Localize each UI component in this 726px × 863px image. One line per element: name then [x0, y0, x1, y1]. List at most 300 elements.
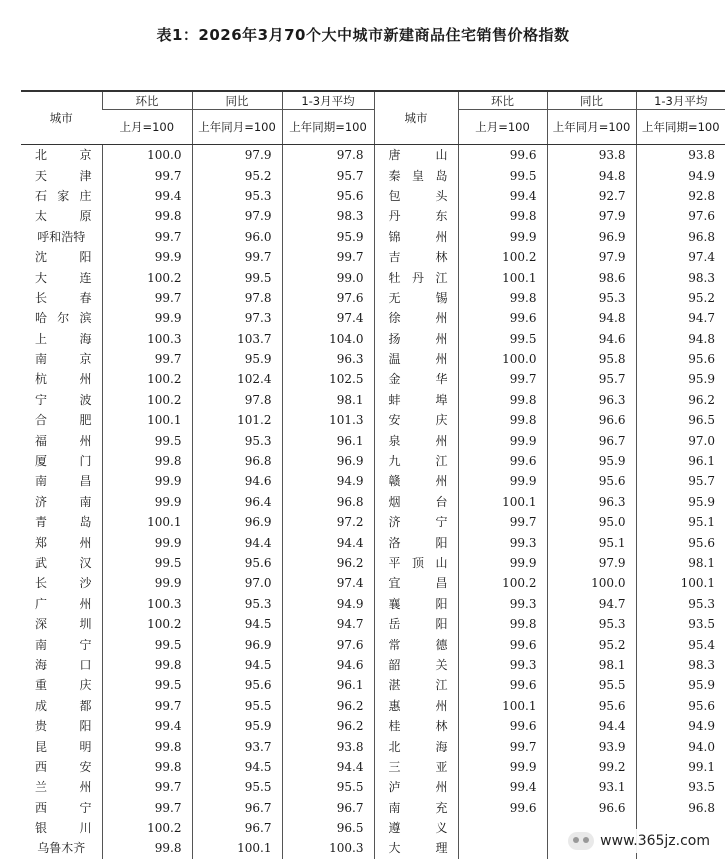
yoy-value-left: 95.5	[192, 696, 282, 716]
city-cell-right	[374, 329, 458, 349]
mom-value-right: 99.7	[458, 736, 547, 756]
city-cell-left	[21, 227, 102, 247]
yoy-value-left: 97.8	[192, 288, 282, 308]
city-cell-right	[374, 227, 458, 247]
header-row-2	[21, 110, 725, 145]
city-cell-left	[21, 165, 102, 185]
table-row	[21, 655, 725, 675]
table-row	[21, 267, 725, 287]
city-name: 贵 阳	[35, 719, 92, 734]
yoy-value-left: 97.9	[192, 206, 282, 226]
header-mom-left: 环比	[102, 91, 192, 110]
city-cell-right	[374, 369, 458, 389]
avg-value-left: 96.2	[282, 553, 374, 573]
city-name: 北 海	[388, 739, 448, 754]
mom-value-left: 99.5	[102, 634, 192, 654]
city-cell-left	[21, 553, 102, 573]
yoy-value-left: 94.5	[192, 614, 282, 634]
city-name: 上 海	[35, 331, 92, 346]
avg-value-left: 96.3	[282, 349, 374, 369]
avg-value-left: 94.6	[282, 655, 374, 675]
yoy-value-left: 96.8	[192, 451, 282, 471]
table-row	[21, 247, 725, 267]
table-row	[21, 492, 725, 512]
mom-value-right: 99.3	[458, 594, 547, 614]
yoy-value-right: 96.6	[547, 798, 636, 818]
table-row	[21, 777, 725, 797]
header-city-left: 城市	[21, 91, 102, 145]
yoy-value-right: 96.3	[547, 492, 636, 512]
city-cell-right	[374, 675, 458, 695]
mom-value-left: 99.9	[102, 492, 192, 512]
city-cell-left	[21, 186, 102, 206]
table-row	[21, 634, 725, 654]
yoy-value-left: 94.4	[192, 532, 282, 552]
mom-value-left: 99.7	[102, 777, 192, 797]
table-row	[21, 675, 725, 695]
mom-value-right: 99.6	[458, 798, 547, 818]
city-cell-right	[374, 165, 458, 185]
yoy-value-left: 96.0	[192, 227, 282, 247]
city-name: 南 充	[388, 800, 448, 815]
city-name: 北 京	[35, 148, 92, 163]
yoy-value-left: 101.2	[192, 410, 282, 430]
table-row	[21, 227, 725, 247]
yoy-value-left: 95.3	[192, 186, 282, 206]
avg-value-right: 98.3	[636, 267, 725, 287]
avg-value-right: 96.1	[636, 451, 725, 471]
table-row	[21, 390, 725, 410]
yoy-value-right: 97.9	[547, 247, 636, 267]
city-name: 襄 阳	[388, 596, 448, 611]
city-cell-left	[21, 655, 102, 675]
table-row	[21, 430, 725, 450]
city-name: 哈 尔 滨	[35, 311, 92, 326]
city-name: 无 锡	[388, 290, 448, 305]
avg-value-left: 95.7	[282, 165, 374, 185]
mom-value-left: 99.8	[102, 757, 192, 777]
city-name: 平 顶 山	[388, 556, 448, 570]
city-name: 扬 州	[388, 331, 448, 346]
avg-value-left: 97.8	[282, 145, 374, 166]
city-name: 重 庆	[35, 678, 92, 693]
yoy-value-left: 95.3	[192, 594, 282, 614]
city-name: 成 都	[35, 698, 92, 713]
city-name: 济 宁	[388, 515, 448, 530]
city-name: 泸 州	[388, 780, 448, 795]
avg-value-left: 96.1	[282, 430, 374, 450]
avg-value-left: 95.5	[282, 777, 374, 797]
table-row	[21, 369, 725, 389]
avg-value-left: 94.7	[282, 614, 374, 634]
mom-value-right: 99.9	[458, 471, 547, 491]
city-cell-left	[21, 288, 102, 308]
city-name: 包 头	[388, 188, 448, 203]
mom-value-right: 99.6	[458, 716, 547, 736]
city-cell-right	[374, 512, 458, 532]
city-cell-right	[374, 390, 458, 410]
mom-value-left: 100.2	[102, 369, 192, 389]
mom-value-left: 100.3	[102, 594, 192, 614]
city-name: 西 宁	[35, 800, 92, 815]
table-row	[21, 716, 725, 736]
mom-value-left: 99.4	[102, 186, 192, 206]
city-cell-right	[374, 553, 458, 573]
city-name: 韶 关	[388, 657, 448, 672]
mom-value-left: 99.8	[102, 736, 192, 756]
mom-value-right: 99.5	[458, 165, 547, 185]
avg-value-right: 100.1	[636, 573, 725, 593]
mom-value-left: 99.5	[102, 430, 192, 450]
city-cell-left	[21, 451, 102, 471]
city-cell-left	[21, 818, 102, 838]
yoy-value-right: 97.9	[547, 553, 636, 573]
city-cell-right	[374, 451, 458, 471]
yoy-value-right: 97.9	[547, 206, 636, 226]
yoy-value-left: 96.7	[192, 818, 282, 838]
city-cell-right	[374, 777, 458, 797]
header-avg-right: 1-3月平均	[636, 91, 725, 110]
table-row	[21, 186, 725, 206]
yoy-value-left: 96.9	[192, 512, 282, 532]
city-name: 九 江	[388, 454, 448, 469]
yoy-value-left: 94.5	[192, 655, 282, 675]
mom-value-left: 100.2	[102, 614, 192, 634]
city-name: 湛 江	[388, 678, 448, 693]
avg-value-right: 94.9	[636, 716, 725, 736]
city-name: 洛 阳	[388, 535, 448, 550]
yoy-value-right: 98.1	[547, 655, 636, 675]
avg-value-right: 97.4	[636, 247, 725, 267]
mom-value-right: 100.1	[458, 267, 547, 287]
table-row	[21, 553, 725, 573]
avg-value-right: 94.0	[636, 736, 725, 756]
city-cell-left	[21, 206, 102, 226]
avg-value-left: 96.7	[282, 798, 374, 818]
yoy-value-left: 99.5	[192, 267, 282, 287]
watermark-logo-icon	[568, 832, 594, 850]
header-mom-base-right: 上月=100	[458, 110, 547, 145]
table-row	[21, 512, 725, 532]
table-row	[21, 410, 725, 430]
mom-value-right: 99.8	[458, 206, 547, 226]
mom-value-left: 99.9	[102, 308, 192, 328]
avg-value-left: 94.9	[282, 594, 374, 614]
city-name: 桂 林	[388, 719, 448, 734]
yoy-value-left: 102.4	[192, 369, 282, 389]
city-cell-left	[21, 716, 102, 736]
header-yoy-left: 同比	[192, 91, 282, 110]
city-cell-right	[374, 410, 458, 430]
city-cell-left	[21, 757, 102, 777]
yoy-value-right: 95.1	[547, 532, 636, 552]
city-cell-right	[374, 696, 458, 716]
mom-value-right: 100.1	[458, 492, 547, 512]
city-name: 遵 义	[388, 821, 448, 836]
table-row	[21, 696, 725, 716]
mom-value-left: 100.0	[102, 145, 192, 166]
avg-value-right: 95.2	[636, 288, 725, 308]
city-name: 惠 州	[388, 698, 448, 713]
header-avg-left: 1-3月平均	[282, 91, 374, 110]
yoy-value-right: 95.5	[547, 675, 636, 695]
table-row	[21, 288, 725, 308]
city-cell-right	[374, 206, 458, 226]
mom-value-left: 99.9	[102, 532, 192, 552]
city-cell-left	[21, 390, 102, 410]
avg-value-right: 96.2	[636, 390, 725, 410]
city-cell-left	[21, 430, 102, 450]
city-cell-left	[21, 145, 102, 166]
city-cell-right	[374, 430, 458, 450]
mom-value-left: 100.3	[102, 329, 192, 349]
yoy-value-left: 95.2	[192, 165, 282, 185]
city-cell-right	[374, 736, 458, 756]
header-avg-base-left: 上年同期=100	[282, 110, 374, 145]
table-row	[21, 736, 725, 756]
avg-value-right: 94.7	[636, 308, 725, 328]
mom-value-left: 99.9	[102, 247, 192, 267]
mom-value-right: 100.1	[458, 696, 547, 716]
header-mom-base-left: 上月=100	[102, 110, 192, 145]
avg-value-right: 95.4	[636, 634, 725, 654]
table-row	[21, 349, 725, 369]
mom-value-left: 100.1	[102, 410, 192, 430]
city-cell-left	[21, 532, 102, 552]
city-name: 长 沙	[35, 576, 92, 591]
mom-value-right: 100.2	[458, 247, 547, 267]
city-name: 吉 林	[388, 250, 448, 265]
header-avg-base-right: 上年同期=100	[636, 110, 725, 145]
table-row	[21, 329, 725, 349]
yoy-value-left: 97.8	[192, 390, 282, 410]
yoy-value-right: 95.2	[547, 634, 636, 654]
avg-value-left: 94.9	[282, 471, 374, 491]
avg-value-left: 97.4	[282, 573, 374, 593]
table-row	[21, 471, 725, 491]
yoy-value-right: 95.0	[547, 512, 636, 532]
yoy-value-left: 99.7	[192, 247, 282, 267]
yoy-value-right: 94.7	[547, 594, 636, 614]
avg-value-left: 94.4	[282, 757, 374, 777]
avg-value-right: 94.9	[636, 165, 725, 185]
city-cell-right	[374, 492, 458, 512]
avg-value-right: 95.9	[636, 369, 725, 389]
city-cell-right	[374, 614, 458, 634]
avg-value-right: 96.8	[636, 227, 725, 247]
mom-value-right: 99.8	[458, 288, 547, 308]
mom-value-right: 99.3	[458, 655, 547, 675]
city-name: 长 春	[35, 290, 92, 305]
mom-value-right	[458, 838, 547, 858]
yoy-value-left: 95.9	[192, 716, 282, 736]
city-name: 丹 东	[388, 209, 448, 224]
city-cell-left	[21, 634, 102, 654]
city-name: 宜 昌	[388, 576, 448, 591]
avg-value-left: 102.5	[282, 369, 374, 389]
city-name: 银 川	[35, 821, 92, 836]
city-cell-right	[374, 757, 458, 777]
mom-value-left: 100.2	[102, 267, 192, 287]
yoy-value-right: 98.6	[547, 267, 636, 287]
city-cell-left	[21, 267, 102, 287]
mom-value-left: 99.7	[102, 288, 192, 308]
city-name: 唐 山	[388, 148, 448, 163]
mom-value-left: 99.7	[102, 349, 192, 369]
yoy-value-left: 95.9	[192, 349, 282, 369]
header-city-right: 城市	[374, 91, 458, 145]
city-cell-right	[374, 308, 458, 328]
yoy-value-left: 96.7	[192, 798, 282, 818]
mom-value-right: 99.6	[458, 145, 547, 166]
mom-value-left: 99.9	[102, 573, 192, 593]
mom-value-right: 99.8	[458, 390, 547, 410]
yoy-value-left: 97.9	[192, 145, 282, 166]
city-name: 秦 皇 岛	[388, 168, 448, 183]
mom-value-left: 99.5	[102, 675, 192, 695]
yoy-value-left: 94.6	[192, 471, 282, 491]
avg-value-right: 95.6	[636, 349, 725, 369]
city-name: 宁 波	[35, 392, 92, 407]
table-row	[21, 614, 725, 634]
city-name: 青 岛	[35, 515, 92, 530]
city-cell-right	[374, 145, 458, 166]
yoy-value-right: 96.3	[547, 390, 636, 410]
avg-value-left: 94.4	[282, 532, 374, 552]
yoy-value-right: 94.8	[547, 308, 636, 328]
city-name: 天 津	[35, 168, 92, 183]
city-name: 昆 明	[35, 739, 92, 754]
mom-value-right: 99.7	[458, 369, 547, 389]
mom-value-right: 100.2	[458, 573, 547, 593]
city-cell-right	[374, 716, 458, 736]
city-name: 海 口	[35, 657, 92, 672]
yoy-value-right: 95.7	[547, 369, 636, 389]
city-name: 广 州	[35, 596, 92, 611]
mom-value-left: 100.1	[102, 512, 192, 532]
city-cell-left	[21, 512, 102, 532]
yoy-value-right: 96.6	[547, 410, 636, 430]
yoy-value-left: 97.3	[192, 308, 282, 328]
avg-value-right: 93.8	[636, 145, 725, 166]
avg-value-right: 98.1	[636, 553, 725, 573]
avg-value-right: 95.6	[636, 532, 725, 552]
yoy-value-right: 99.2	[547, 757, 636, 777]
mom-value-right: 99.6	[458, 451, 547, 471]
yoy-value-left: 95.3	[192, 430, 282, 450]
avg-value-right: 95.3	[636, 594, 725, 614]
avg-value-left: 97.4	[282, 308, 374, 328]
mom-value-right: 99.9	[458, 227, 547, 247]
city-cell-right	[374, 532, 458, 552]
city-name: 乌鲁木齐	[37, 841, 86, 856]
mom-value-right: 99.6	[458, 634, 547, 654]
yoy-value-right: 93.9	[547, 736, 636, 756]
city-name: 泉 州	[388, 433, 448, 448]
city-name: 济 南	[35, 494, 92, 509]
header-mom-right: 环比	[458, 91, 547, 110]
table-row	[21, 206, 725, 226]
avg-value-left: 93.8	[282, 736, 374, 756]
city-cell-left	[21, 594, 102, 614]
yoy-value-right: 95.3	[547, 288, 636, 308]
table-row	[21, 757, 725, 777]
yoy-value-left: 96.4	[192, 492, 282, 512]
mom-value-right: 99.6	[458, 675, 547, 695]
city-name: 烟 台	[388, 494, 448, 509]
mom-value-right: 100.0	[458, 349, 547, 369]
mom-value-left: 100.2	[102, 390, 192, 410]
yoy-value-right: 95.6	[547, 471, 636, 491]
city-name: 呼和浩特	[37, 229, 86, 244]
header-yoy-base-right: 上年同月=100	[547, 110, 636, 145]
avg-value-left: 97.6	[282, 634, 374, 654]
city-cell-right	[374, 594, 458, 614]
yoy-value-right: 96.7	[547, 430, 636, 450]
mom-value-left: 99.8	[102, 451, 192, 471]
mom-value-left: 99.9	[102, 471, 192, 491]
table-row	[21, 594, 725, 614]
city-name: 常 德	[388, 637, 448, 652]
avg-value-left: 98.3	[282, 206, 374, 226]
city-cell-left	[21, 838, 102, 858]
city-name: 南 宁	[35, 637, 92, 652]
avg-value-left: 96.2	[282, 696, 374, 716]
city-name: 大 连	[35, 270, 92, 285]
avg-value-left: 101.3	[282, 410, 374, 430]
mom-value-left: 99.7	[102, 696, 192, 716]
yoy-value-right: 93.1	[547, 777, 636, 797]
mom-value-right: 99.4	[458, 777, 547, 797]
city-cell-left	[21, 614, 102, 634]
city-name: 大 理	[388, 841, 448, 856]
city-cell-right	[374, 247, 458, 267]
avg-value-left: 96.8	[282, 492, 374, 512]
table-row	[21, 165, 725, 185]
mom-value-right: 99.9	[458, 430, 547, 450]
yoy-value-left: 94.5	[192, 757, 282, 777]
city-cell-left	[21, 471, 102, 491]
mom-value-left: 99.4	[102, 716, 192, 736]
city-name: 郑 州	[35, 535, 92, 550]
city-name: 杭 州	[35, 372, 92, 387]
city-cell-right	[374, 267, 458, 287]
city-name: 石 家 庄	[35, 188, 92, 203]
table-row	[21, 308, 725, 328]
avg-value-right: 93.5	[636, 777, 725, 797]
avg-value-left: 100.3	[282, 838, 374, 858]
avg-value-right: 95.6	[636, 696, 725, 716]
yoy-value-right: 95.9	[547, 451, 636, 471]
avg-value-left: 95.9	[282, 227, 374, 247]
yoy-value-right: 95.8	[547, 349, 636, 369]
city-name: 兰 州	[35, 780, 92, 795]
mom-value-right: 99.8	[458, 410, 547, 430]
yoy-value-left: 93.7	[192, 736, 282, 756]
city-cell-left	[21, 308, 102, 328]
avg-value-right: 95.7	[636, 471, 725, 491]
city-name: 西 安	[35, 759, 92, 774]
avg-value-right: 97.6	[636, 206, 725, 226]
city-cell-left	[21, 675, 102, 695]
city-cell-left	[21, 777, 102, 797]
price-index-table	[21, 90, 725, 859]
avg-value-right: 96.8	[636, 798, 725, 818]
city-name: 锦 州	[388, 229, 448, 244]
mom-value-right	[458, 818, 547, 838]
avg-value-left: 99.7	[282, 247, 374, 267]
city-name: 赣 州	[388, 474, 448, 489]
